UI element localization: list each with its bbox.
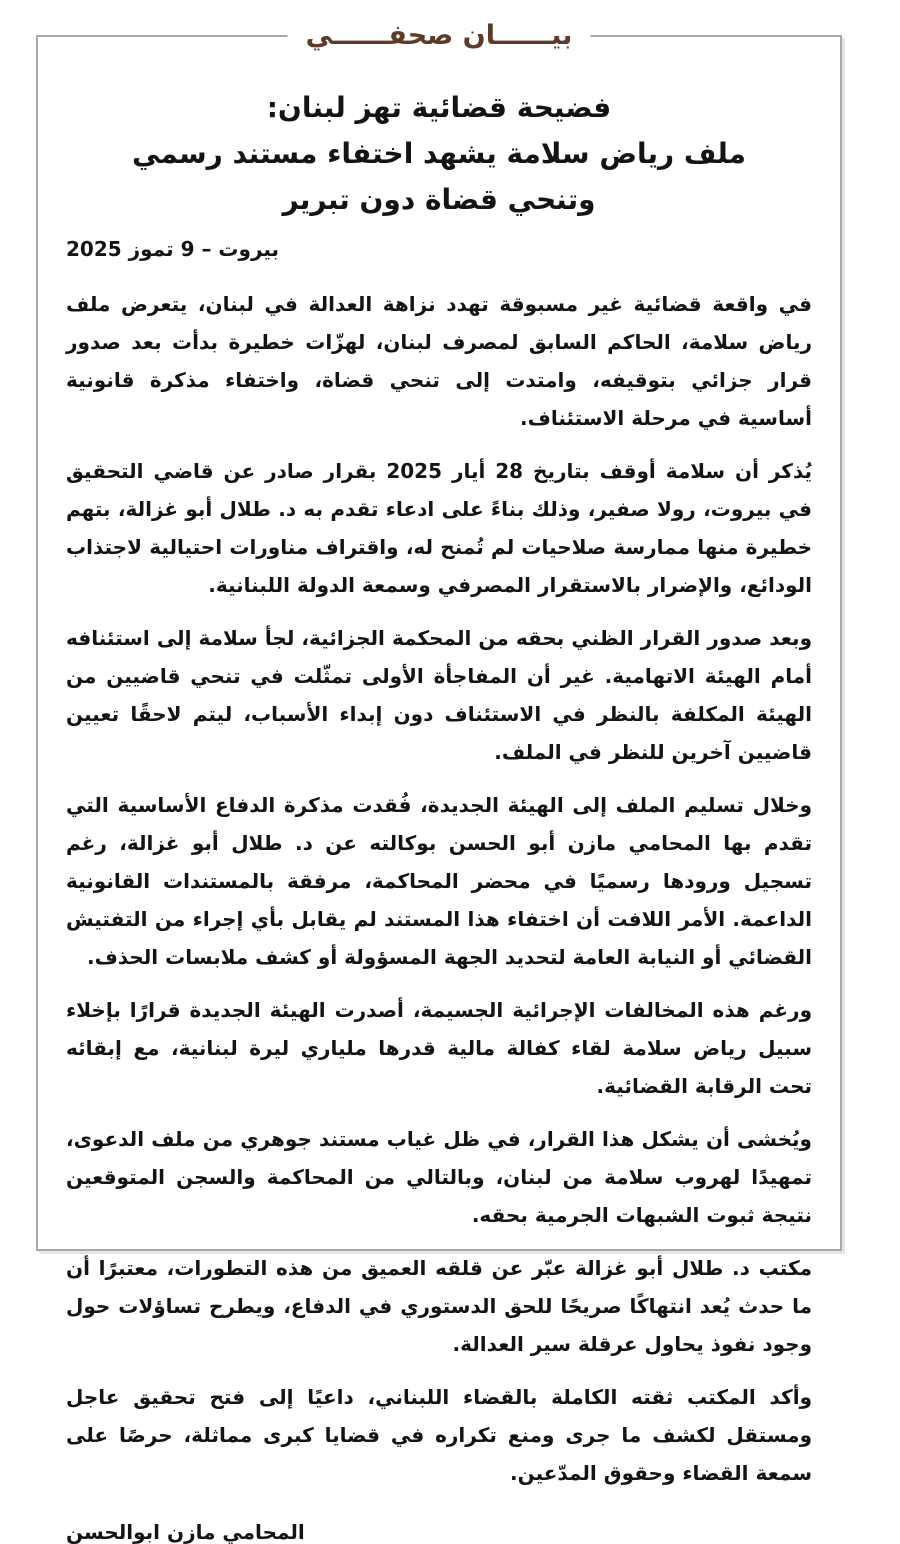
headline-line-2: ملف رياض سلامة يشهد اختفاء مستند رسمي bbox=[132, 137, 746, 170]
headline-line-1: فضيحة قضائية تهز لبنان: bbox=[266, 91, 612, 124]
paragraph-missing-memo: وخلال تسليم الملف إلى الهيئة الجديدة، فُقدت مذكرة الدفاع الأساسية التي تقدم بها المحامي مازن أبو الحسن بوكالته عن د. طلال أبو غزالة، رغم تسجيل ورودها رسميًا في محضر المحاكمة، مرفقة بالمستندات القانونية الداعمة. الأمر اللافت أن اختفاء هذا المستند لم يقابل بأي إجراء من التفتيش القضائي أو النيابة العامة لتحديد الجهة المسؤولة أو كشف ملابسات الحذف. bbox=[66, 793, 812, 969]
paragraph-arrest: يُذكر أن سلامة أوقف بتاريخ 28 أيار 2025 بقرار صادر عن قاضي التحقيق في بيروت، رولا صفير، وذلك بناءً على ادعاء تقدم به د. طلال أبو غزالة، بتهم خطيرة منها ممارسة صلاحيات لم تُمنح له، واقتراف مناورات احتيالية لاجتذاب الودائع، والإضرار بالاستقرار المصرفي وسمعة الدولة اللبنانية. bbox=[66, 459, 813, 597]
paragraph-escape-risk: ويُخشى أن يشكل هذا القرار، في ظل غياب مستند جوهري من ملف الدعوى، تمهيدًا لهروب سلامة من لبنان، وبالتالي من المحاكمة والسجن المتوقعين نتيجة ثبوت الشبهات الجرمية بحقه. bbox=[66, 1127, 812, 1227]
paragraph-intro: في واقعة قضائية غير مسبوقة تهدد نزاهة العدالة في لبنان، يتعرض ملف رياض سلامة، الحاكم السابق لمصرف لبنان، لهزّات خطيرة بدأت بعد صدور قرار جزائي بتوقيفه، وامتدت إلى تنحي قضاة، واختفاء مذكرة قانونية أساسية في مرحلة الاستئناف. bbox=[66, 292, 812, 430]
signature: المحامي مازن ابوالحسن bbox=[66, 1520, 305, 1544]
press-release-banner: بيــــــان صحفــــــي bbox=[288, 18, 591, 53]
headline bbox=[66, 85, 812, 223]
headline-line-3: وتنحي قضاة دون تبرير bbox=[282, 183, 596, 216]
paragraph-office-concern: مكتب د. طلال أبو غزالة عبّر عن قلقه العميق من هذه التطورات، معتبرًا أن ما حدث يُعد انتهاكًا صريحًا للحق الدستوري في الدفاع، ويطرح تساؤلات حول وجود نفوذ يحاول عرقلة سير العدالة. bbox=[66, 1256, 812, 1356]
document-frame bbox=[36, 20, 842, 1544]
document-content bbox=[38, 37, 840, 1544]
paragraph-call-for-probe: وأكد المكتب ثقته الكاملة بالقضاء اللبناني، داعيًا إلى فتح تحقيق عاجل ومستقل لكشف ما جرى ومنع تكراره في قضايا كبرى مماثلة، حرصًا على سمعة القضاء وحقوق المدّعين. bbox=[66, 1385, 812, 1485]
paragraph-appeal: وبعد صدور القرار الظني بحقه من المحكمة الجزائية، لجأ سلامة إلى استئنافه أمام الهيئة الاتهامية. غير أن المفاجأة الأولى تمثّلت في تنحي قاضيين من الهيئة المكلفة بالنظر في الاستئناف دون إبداء الأسباب، ليتم لاحقًا تعيين قاضيين آخرين للنظر في الملف. bbox=[66, 626, 812, 764]
dateline: بيروت – 9 تموز 2025 bbox=[66, 237, 280, 261]
paragraph-bail: ورغم هذه المخالفات الإجرائية الجسيمة، أصدرت الهيئة الجديدة قرارًا بإخلاء سبيل رياض سلامة لقاء كفالة مالية قدرها ملياري ليرة لبنانية، مع إبقائه تحت الرقابة القضائية. bbox=[66, 998, 812, 1098]
